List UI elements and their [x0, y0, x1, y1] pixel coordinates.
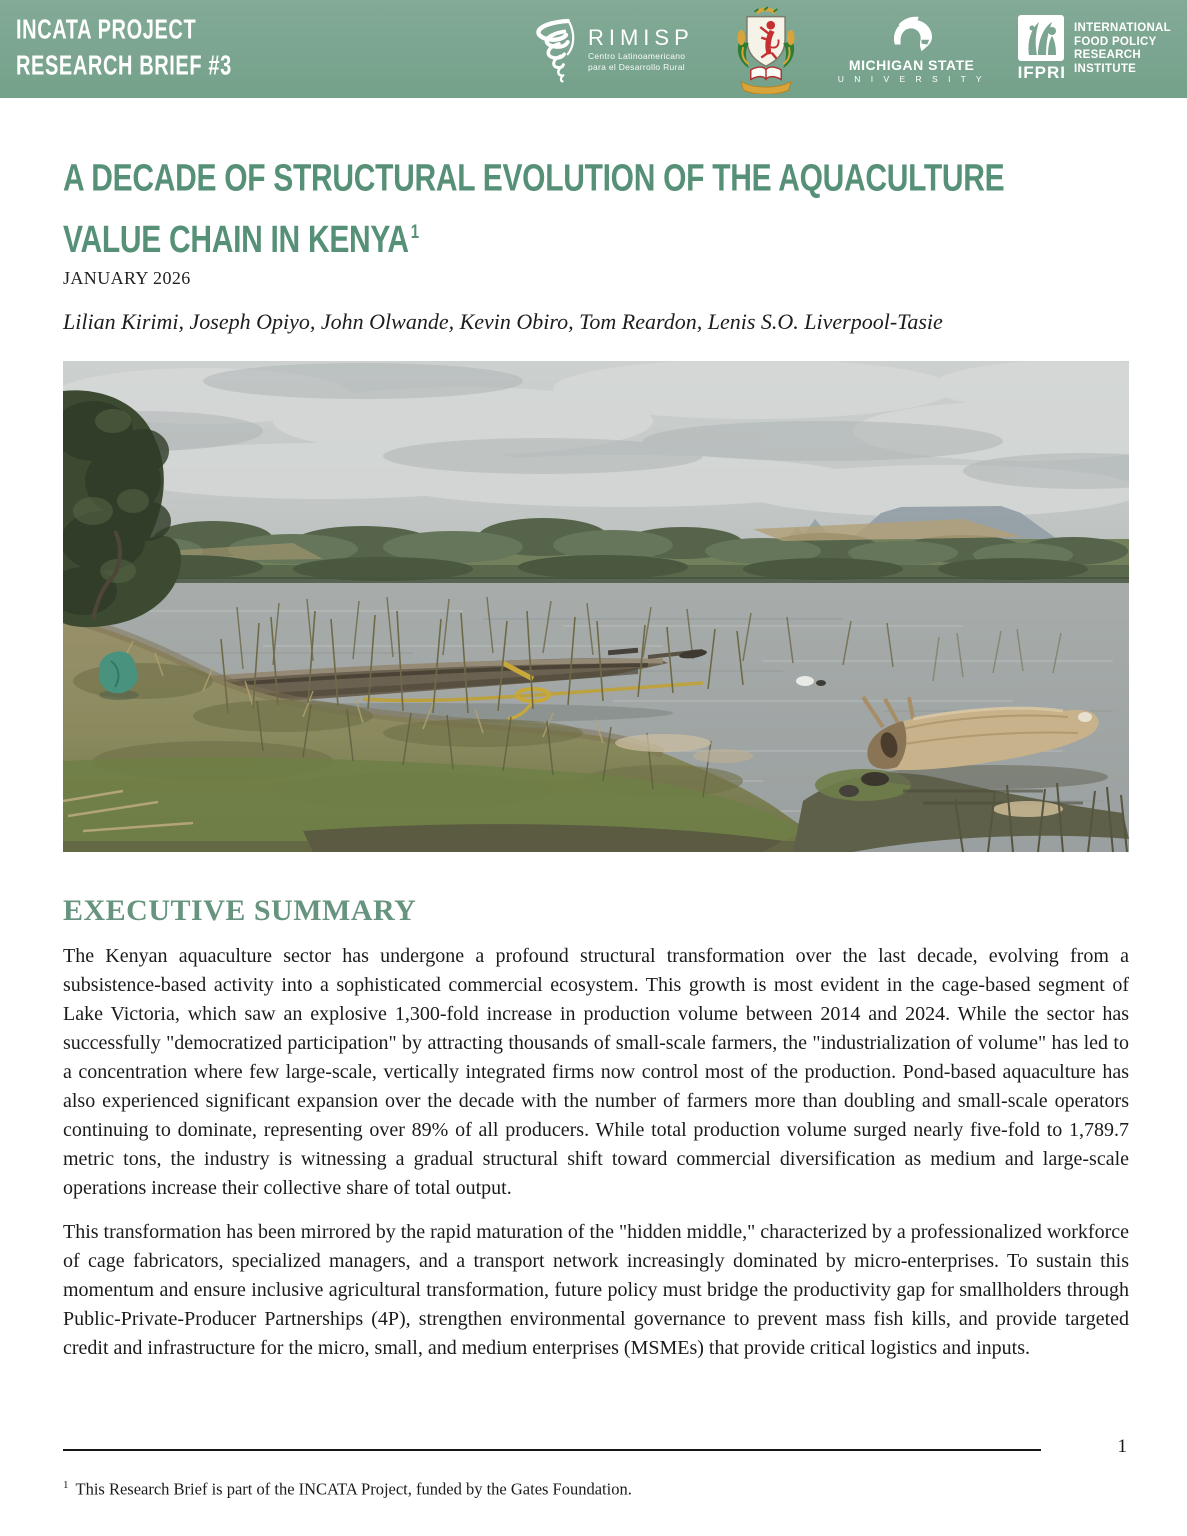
ifpri-plant-icon — [1018, 15, 1064, 61]
university-crest-icon — [726, 4, 806, 94]
spartan-helmet-icon — [887, 15, 937, 55]
authors-line: Lilian Kirimi, Joseph Opiyo, John Olwande, Kevin Obiro, Tom Reardon, Lenis S.O. Liverpool-Tasie — [63, 309, 943, 334]
executive-summary-heading: EXECUTIVE SUMMARY — [63, 894, 417, 927]
summary-paragraph-2: This transformation has been mirrored by the rapid maturation of the "hidden middle," characterized by a professionalized workforce of cage fabricators, specialized managers, and a transport network increasingly dominated by micro-enterprises. To sustain this momentum and ensure inclusive agricultural transformation, future policy must bridge the productivity gap for smallholders through Public-Private-Producer Partnerships (4P), strengthen environmental governance to prevent mass fish kills, and provide targeted credit and infrastructure for the micro, small, and medium enterprises (MSMEs) that provide critical logistics and inputs. — [63, 1221, 1129, 1359]
partner-logos — [524, 0, 1187, 98]
footnote-text: This Research Brief is part of the INCATA Project, funded by the Gates Foundation. — [75, 1479, 632, 1499]
lake-photo — [63, 361, 1129, 852]
publication-date: JANUARY 2026 — [63, 268, 191, 288]
summary-paragraph-1: The Kenyan aquaculture sector has undergone a profound structural transformation over the last decade, evolving from a subsistence-based activity into a sophisticated commercial ecosystem. This growth is most evident in the cage-based segment of Lake Victoria, which saw an explosive 1,300-fold increase in production volume between 2014 and 2024. While the sector has successfully "democratized participation" by attracting thousands of small-scale farmers, the "industrialization of volume" has led to a concentration where few large-scale, vertically integrated firms now control most of the production. Pond-based aquaculture has also experienced significant expansion over the decade with the number of farmers more than doubling and small-scale operators continuing to dominate, representing over 89% of all producers. While total production volume surged nearly five-fold to 1,789.7 metric tons, the industry is witnessing a gradual structural shift toward commercial diversification as medium and large-scale operations increase their collective share of total output. — [63, 945, 1129, 1199]
page-footer — [63, 1436, 1129, 1500]
document-title — [63, 152, 1129, 267]
page-number: 1 — [1117, 1436, 1127, 1457]
footnote — [63, 1479, 1129, 1500]
title-footnote-marker: 1 — [410, 221, 419, 243]
treeline — [63, 518, 1129, 585]
rimisp-wordmark: RIMISP Centro Latinoamericano para el Desarrollo Rural — [587, 25, 694, 72]
footnote-marker: 1 — [63, 1479, 69, 1491]
title-line-2: VALUE CHAIN IN KENYA $^1$ — [63, 218, 419, 261]
header-banner — [0, 0, 1187, 98]
brief-series-title — [0, 0, 232, 135]
lake-scene — [63, 361, 1129, 852]
floating-debris — [796, 676, 814, 686]
document-body — [63, 152, 1129, 1363]
ifpri-mark: IFPRI — [1018, 15, 1066, 83]
series-line-2: RESEARCH BRIEF #3 — [16, 51, 232, 82]
ifpri-logo — [1018, 15, 1171, 83]
rimisp-swirl-icon — [524, 10, 580, 88]
ifpri-wordmark: INTERNATIONAL FOOD POLICY RESEARCH INSTITUTE — [1074, 22, 1171, 75]
michigan-state-logo: MICHIGAN STATE U N I V E R S I T Y — [838, 15, 986, 84]
series-line-1: INCATA PROJECT — [16, 15, 197, 46]
footnote-separator — [63, 1449, 1041, 1451]
egerton-university-crest — [726, 4, 806, 94]
title-line-1: A DECADE OF STRUCTURAL EVOLUTION OF THE AQUACULTURE — [63, 157, 1005, 200]
rimisp-logo — [524, 10, 694, 88]
